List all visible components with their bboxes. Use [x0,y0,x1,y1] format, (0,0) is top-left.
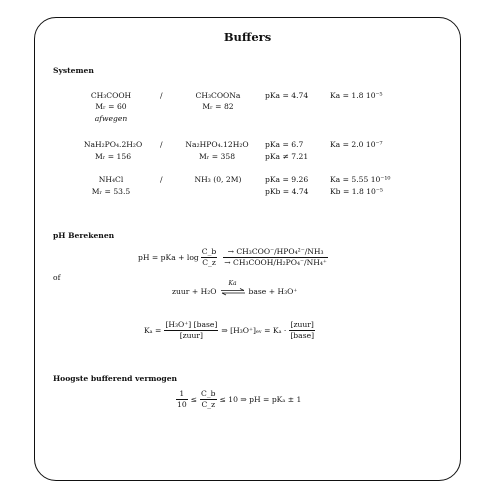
r3-ka: Ka = 5.55 10⁻¹⁰ [330,175,391,184]
r2-base-mr: Mᵣ = 358 [198,152,236,161]
r2-base: Na₂HPO₄.12H₂O [185,140,249,149]
equilibrium-constant-label: Ka [228,280,237,287]
r2-pka-alt: pKa ≠ 7.21 [265,152,309,161]
ka-fraction [164,320,218,341]
equilibrium-arrows-icon [220,280,246,298]
ka-numerator-2: [zuur] [290,320,314,329]
hh-notes [223,247,328,268]
hh-fraction [201,247,217,268]
range-fraction-1 [176,389,188,410]
r1-separator: / [160,91,163,100]
r3-separator: / [160,175,163,184]
section-heading-systemen: Systemen [53,66,94,75]
r3-pkb: pKb = 4.74 [265,187,309,196]
r2-separator: / [160,140,163,149]
henderson-hasselbalch-equation [138,247,328,268]
hh-denominator: C_z [202,258,216,267]
section-heading-hoogste: Hoogste bufferend vermogen [53,374,178,383]
section-heading-ph: pH Berekenen [53,231,115,240]
r1-ka: Ka = 1.8 10⁻⁵ [330,91,383,100]
range-le: ≤ [190,395,198,404]
or-text: of [53,273,61,282]
r1-base: CH₃COONa [195,91,241,100]
r2-acid-mr: Mᵣ = 156 [94,152,132,161]
hh-lhs: pH = pKa + log [138,253,199,262]
r1-base-mr: Mᵣ = 82 [202,102,234,111]
equilibrium-left: zuur + H₂O [172,286,217,296]
r1-acid: CH₃COOH [90,91,132,100]
r1-acid-note: afwegen [94,114,128,123]
hh-numerator: C_b [201,247,217,256]
range-numerator-2: C_b [201,389,216,398]
r2-pka: pKa = 6.7 [265,140,304,149]
r3-pka: pKa = 9.26 [265,175,309,184]
equilibrium-equation [172,280,298,298]
range-fraction-2 [200,389,216,410]
ka-denominator: [zuur] [179,331,204,340]
r2-ka: Ka = 2.0 10⁻⁷ [330,140,383,149]
r3-kb: Kb = 1.8 10⁻⁵ [330,187,383,196]
range-rest: ≤ 10 ⇒ pH = pKₐ ± 1 [219,395,302,404]
range-denominator-1: 10 [177,400,187,409]
r2-acid: NaH₂PO₄.2H₂O [83,140,143,149]
buffer-range-equation [176,389,301,410]
hh-numerator-note: → CH₃COO⁻/HPO₄²⁻/NH₃ [223,247,328,258]
range-numerator-1: 1 [176,389,188,400]
r1-acid-mr: Mᵣ = 60 [95,102,127,111]
ka-lhs: Kₐ = [144,326,162,335]
hh-denominator-note: → CH₃COOH/H₂PO₄⁻/NH₄⁺ [224,258,327,267]
ka-equation [144,320,315,341]
r3-acid-mr: Mᵣ = 53.5 [91,187,131,196]
ka-fraction-2 [289,320,315,341]
ka-numerator: [H₃O⁺] [base] [165,320,218,329]
r1-pka: pKa = 4.74 [265,91,309,100]
ka-denominator-2: [base] [290,331,315,340]
page-title: Buffers [223,30,272,44]
r3-base: NH₃ (0, 2M) [194,175,242,184]
range-denominator-2: C_z [201,400,216,409]
r3-acid: NH₄Cl [98,175,124,184]
ka-middle: ⇒ [H₃O⁺]ₑᵥ = Kₐ · [221,326,287,335]
equilibrium-right: base + H₃O⁺ [248,286,298,296]
